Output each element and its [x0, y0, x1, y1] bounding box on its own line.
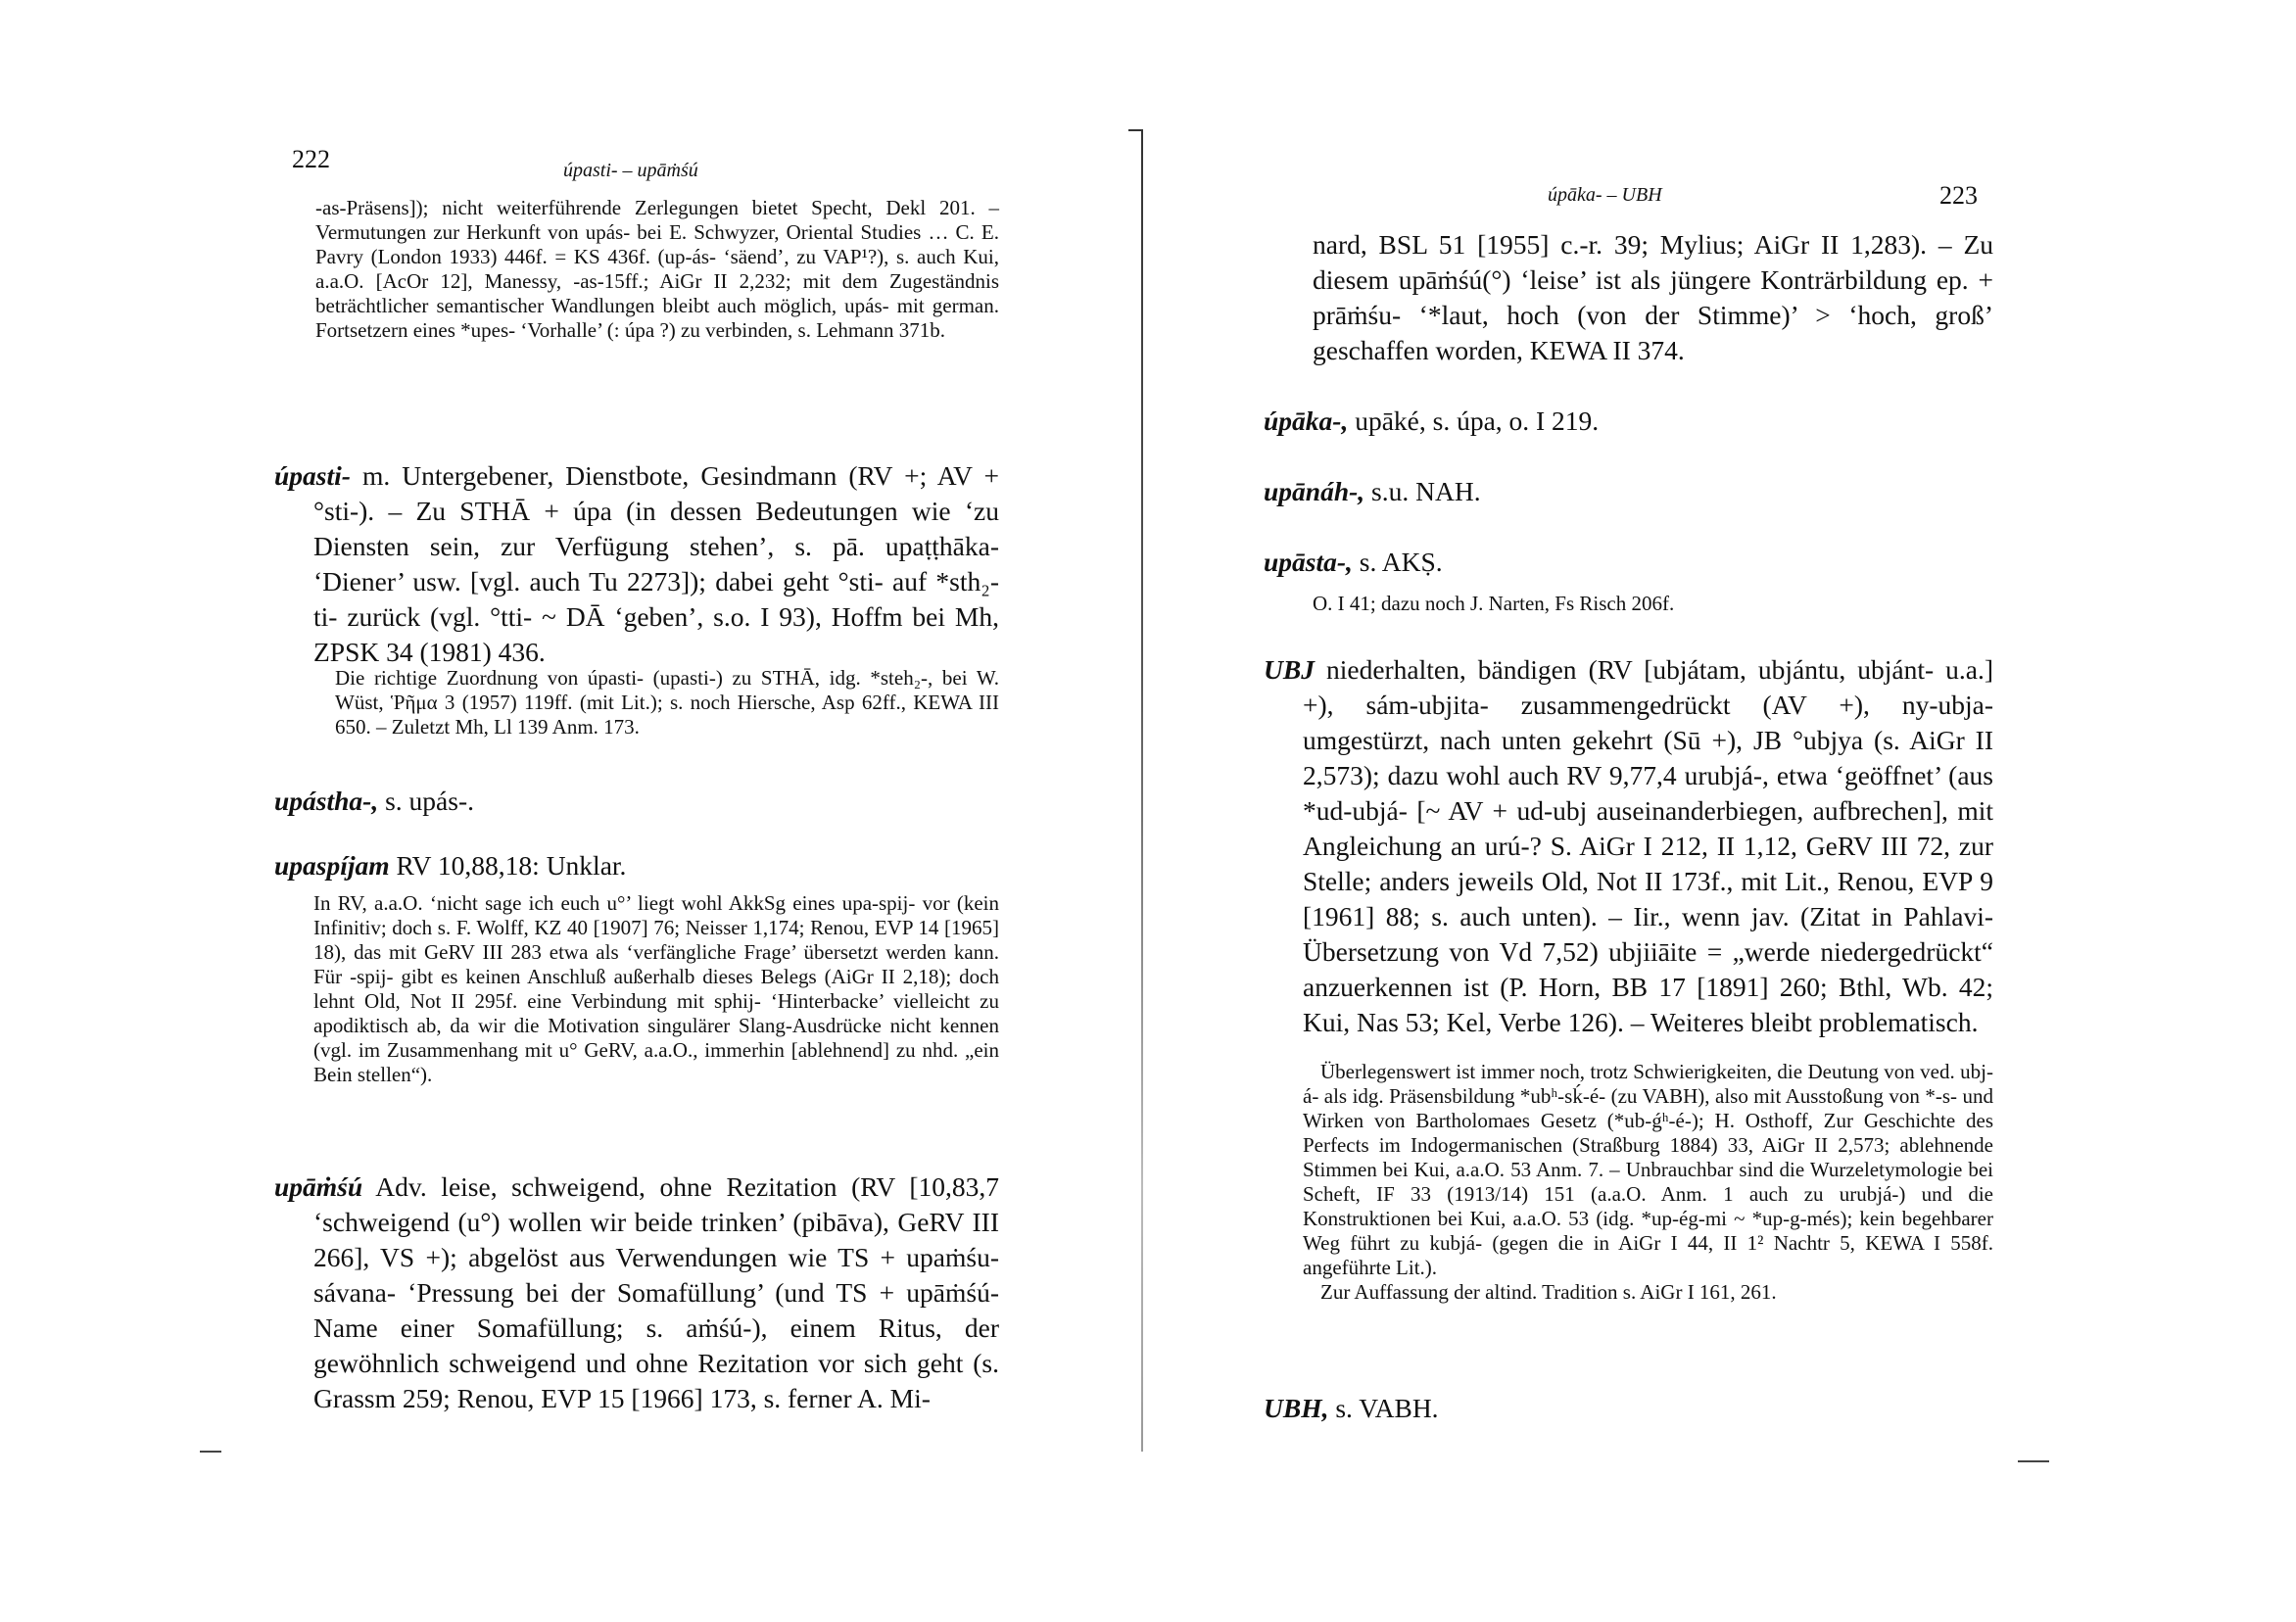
entry-upamsu [274, 1169, 999, 1416]
lemma: upānáh-, [1264, 476, 1365, 506]
page-number: 223 [1939, 181, 1978, 210]
entry-upaspijam [274, 848, 999, 883]
continuation-block [1313, 227, 1993, 368]
corner-mark-right [2018, 1460, 2049, 1462]
continuation-text: -as-Präsens]); nicht weiterführende Zerlegungen bietet Specht, Dekl 201. – Vermutungen zur Herkunft von upás- bei E. Schwyzer, Oriental Studies … C. E. Pavry (London 1933) 446f. = KS 436f. (up-ás- ‘säend’, zu VAP¹?), s. auch Kui, a.a.O. [AcOr 12], Manessy, -as-15ff.; AiGr II 2,232; mit dem Zugeständnis beträchtlicher semantischer Wandlungen bleibt auch möglich, upás- mit german. Fortsetzern eines *upes- ‘Vorhalle’ (: úpa ?) zu verbinden, s. Lehmann 371b. [315, 196, 999, 342]
note-upasta [1313, 592, 1993, 616]
entry-text: s. upás-. [385, 786, 474, 816]
entry-text: niederhalten, bändigen (RV [ubjátam, ubjántu, ubjánt- u.a.] +), sám-ubjita- zusammengedrückt (AV +), ny-ubja- umgestürzt, nach unten gekehrt (Sū +), JB °ubjya (s. AiGr II 2,573); dazu wohl auch RV 9,77,4 urubjá-, etwa ‘geöffnet’ (aus *ud-ubjá- [~ AV + ud-ubj auseinanderbiegen, aufbrechen], mit Angleichung an urú-? S. AiGr I 212, II 1,12, GeRV III 72, zur Stelle; anders jeweils Old, Not II 173f., mit Lit., Renou, EVP 9 [1961] 88; s. auch unten). – Iir., wenn jav. (Zitat in Pahlavi-Übersetzung von Vd 7,52) ubjiiāite = „werde niedergedrückt“ anzuerkennen ist (P. Horn, BB 17 [1891] 260; Bthl, Wb. 42; Kui, Nas 53; Kel, Verbe 126). – Weiteres bleibt problematisch. [1303, 654, 1993, 1037]
entry-text: upāké, s. úpa, o. I 219. [1355, 406, 1600, 436]
note-text: In RV, a.a.O. ‘nicht sage ich euch u°’ liegt wohl AkkSg eines upa-spij- vor (kein Infinitiv; doch s. F. Wolff, KZ 40 [1907] 76; Neisser 1,174; Renou, EVP 14 [1965] 18), das mit GeRV III 283 etwa als ‘verfängliche Frage’ übersetzt werden kann. Für -spij- gibt es keinen Anschluß außerhalb dieses Belegs (AiGr II 2,18); doch lehnt Old, Not II 295f. eine Verbindung mit sphij- ‘Hinterbacke’ vielleicht zu apodiktisch ab, da wir die Motivation singulärer Slang-Ausdrücke nicht kennen (vgl. im Zusammenhang mit u° GeRV, a.a.O., immerhin [ablehnend] zu nhd. „ein Bein stellen“). [313, 891, 999, 1086]
entry-upaka [1264, 404, 1993, 439]
corner-mark-left [200, 1451, 221, 1453]
lemma: UBH, [1264, 1393, 1329, 1423]
lemma: úpāka-, [1264, 406, 1349, 436]
entry-text: s.u. NAH. [1371, 476, 1481, 506]
note-text-2: Zur Auffassung der altind. Tradition s. AiGr I 161, 261. [1320, 1280, 1777, 1304]
lemma: UBJ [1264, 654, 1315, 685]
lemma: upāsta-, [1264, 547, 1353, 577]
running-head: úpasti- – upāṁśú [563, 160, 698, 181]
running-head: úpāka- – UBH [1548, 184, 1662, 206]
note-text: Die richtige Zuordnung von úpasti- (upasti-) zu STHĀ, idg. *steh₂-, bei W. Wüst, Ῥῆμα 3 (1957) 119ff. (mit Lit.); s. noch Hiersche, Asp 62ff., KEWA III 650. – Zuletzt Mh, Ll 139 Anm. 173. [335, 666, 999, 739]
continuation-text: nard, BSL 51 [1955] c.-r. 39; Mylius; AiGr II 1,283). – Zu diesem upāṁśú(°) ‘leise’ ist als jüngere Konträrbildung ep. + prāṁśu- ‘*laut, hoch (von der Stimme)’ > ‘hoch, groß’ geschaffen worden, KEWA II 374. [1313, 229, 1993, 365]
lemma: upástha-, [274, 786, 379, 816]
page-number: 222 [292, 145, 330, 173]
note-upasti [315, 666, 999, 739]
lemma: úpasti- [274, 460, 351, 491]
gutter-tick [1128, 129, 1142, 131]
entry-text: RV 10,88,18: Unklar. [396, 850, 627, 881]
entry-text: s. VABH. [1335, 1393, 1439, 1423]
entry-text: Adv. leise, schweigend, ohne Rezitation (RV [10,83,7 ‘schweigend (u°) wollen wir beide trinken’ (pibāva), GeRV III 266], VS +); abgelöst aus Verwendungen wie TS + upaṁśu-sávana- ‘Pressung bei der Somafüllung’ (und TS + upāṁśú- Name einer Somafüllung; s. aṁśú-), einem Ritus, der gewöhnlich schweigend und ohne Rezitation vor sich geht (s. Grassm 259; Renou, EVP 15 [1966] 173, s. ferner A. Mi- [313, 1171, 999, 1413]
entry-ubj [1264, 652, 1993, 1040]
entry-upanah [1264, 474, 1993, 509]
entry-upastha [274, 784, 999, 819]
entry-ubh [1264, 1391, 1993, 1426]
note-text: O. I 41; dazu noch J. Narten, Fs Risch 206f. [1313, 592, 1675, 615]
continuation-block [315, 196, 999, 343]
lemma: upāṁśú [274, 1171, 363, 1202]
entry-upasti [274, 458, 999, 670]
lemma: upaspíjam [274, 850, 390, 881]
entry-upasta [1264, 545, 1993, 580]
note-ubj [1303, 1060, 1993, 1305]
page-gutter [1141, 129, 1143, 1452]
entry-text: m. Untergebener, Dienstbote, Gesindmann (RV +; AV + °sti-). – Zu STHĀ + úpa (in dessen Bedeutungen wie ‘zu Diensten sein, zur Verfügung stehen’, s. pā. upaṭṭhāka- ‘Diener’ usw. [vgl. auch Tu 2273]); dabei geht °sti- auf *sth₂-ti- zurück (vgl. °tti- ~ DĀ ‘geben’, s.o. I 93), Hoffm bei Mh, ZPSK 34 (1981) 436. [313, 460, 999, 667]
note-upaspijam [313, 891, 999, 1087]
note-text: Überlegenswert ist immer noch, trotz Schwierigkeiten, die Deutung von ved. ubj-á- als idg. Präsensbildung *ubʰ-sḱ-é- (zu VABH), also mit Ausstoßung von *-s- und Wirken von Bartholomaes Gesetz (*ub-ǵʰ-é-); H. Osthoff, Zur Geschichte des Perfects im Indogermanischen (Straßburg 1884) 33, AiGr II 2,573; ablehnende Stimmen bei Kui, a.a.O. 53 Anm. 7. – Unbrauchbar sind die Wurzeletymologie bei Scheft, IF 33 (1913/14) 151 (a.a.O. Anm. 1 auch zu urubjá-) und die Konstruktionen bei Kui, a.a.O. 53 (idg. *up-ég-mi ~ *up-g-més); kein begehbarer Weg führt zu kubjá- (gegen die in AiGr I 44, II 1² Nachtr 5, KEWA I 558f. angeführte Lit.). [1303, 1060, 1993, 1279]
entry-text: s. AKṢ. [1359, 547, 1443, 577]
